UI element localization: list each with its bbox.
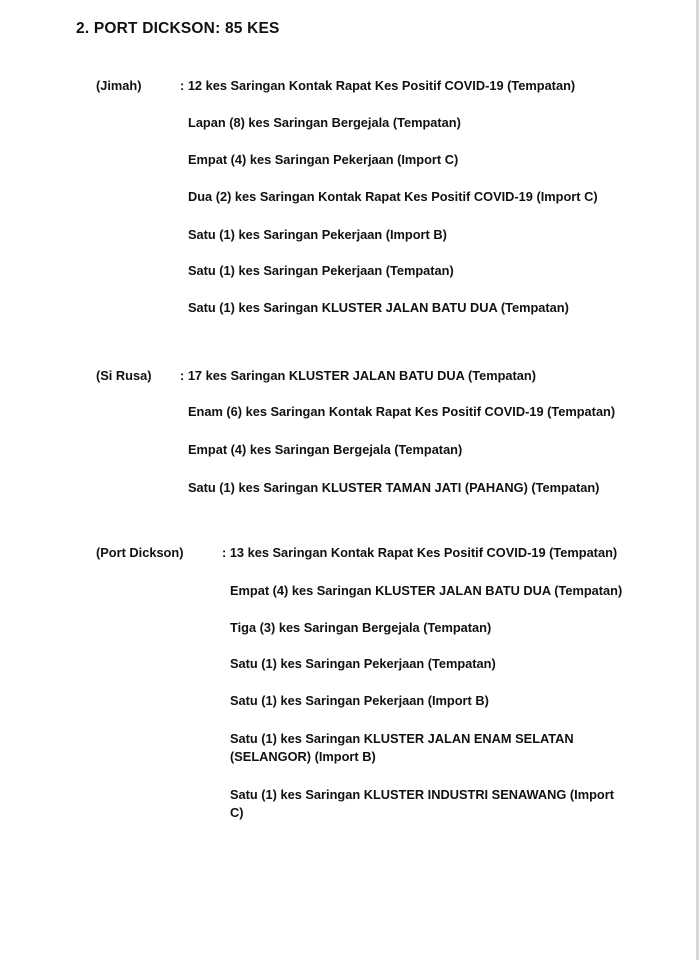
case-line: Satu (1) kes Saringan KLUSTER TAMAN JATI (PAHANG) (Tempatan): [188, 480, 600, 495]
case-line: : 17 kes Saringan KLUSTER JALAN BATU DUA (Tempatan): [180, 368, 536, 383]
case-line: Satu (1) kes Saringan Pekerjaan (Import B): [188, 227, 447, 242]
case-line: Tiga (3) kes Saringan Bergejala (Tempatan): [230, 620, 492, 635]
case-line: : 13 kes Saringan Kontak Rapat Kes Positif COVID-19 (Tempatan): [222, 545, 618, 560]
case-line: Empat (4) kes Saringan Pekerjaan (Import C): [188, 152, 459, 167]
case-line: Satu (1) kes Saringan Pekerjaan (Import B): [230, 693, 489, 708]
section-heading: 2. PORT DICKSON: 85 KES: [76, 20, 280, 37]
case-line: Dua (2) kes Saringan Kontak Rapat Kes Positif COVID-19 (Import C): [188, 189, 598, 204]
case-line: Satu (1) kes Saringan KLUSTER JALAN ENAM SELATAN (SELANGOR) (Import B): [230, 731, 574, 764]
case-line: Satu (1) kes Saringan Pekerjaan (Tempatan): [230, 656, 496, 671]
area-label-si-rusa: (Si Rusa): [96, 368, 152, 383]
case-line: Empat (4) kes Saringan KLUSTER JALAN BATU DUA (Tempatan): [230, 583, 623, 598]
case-line: Lapan (8) kes Saringan Bergejala (Tempatan): [188, 115, 461, 130]
area-label-port-dickson: (Port Dickson): [96, 545, 184, 560]
case-line: Empat (4) kes Saringan Bergejala (Tempatan): [188, 442, 463, 457]
case-line: : 12 kes Saringan Kontak Rapat Kes Positif COVID-19 (Tempatan): [180, 78, 576, 93]
case-line: Satu (1) kes Saringan KLUSTER INDUSTRI SENAWANG (Import C): [230, 787, 614, 820]
case-line: Satu (1) kes Saringan Pekerjaan (Tempatan): [188, 263, 454, 278]
area-label-jimah: (Jimah): [96, 78, 142, 93]
case-line: Enam (6) kes Saringan Kontak Rapat Kes Positif COVID-19 (Tempatan): [188, 404, 616, 419]
case-line: Satu (1) kes Saringan KLUSTER JALAN BATU DUA (Tempatan): [188, 300, 569, 315]
